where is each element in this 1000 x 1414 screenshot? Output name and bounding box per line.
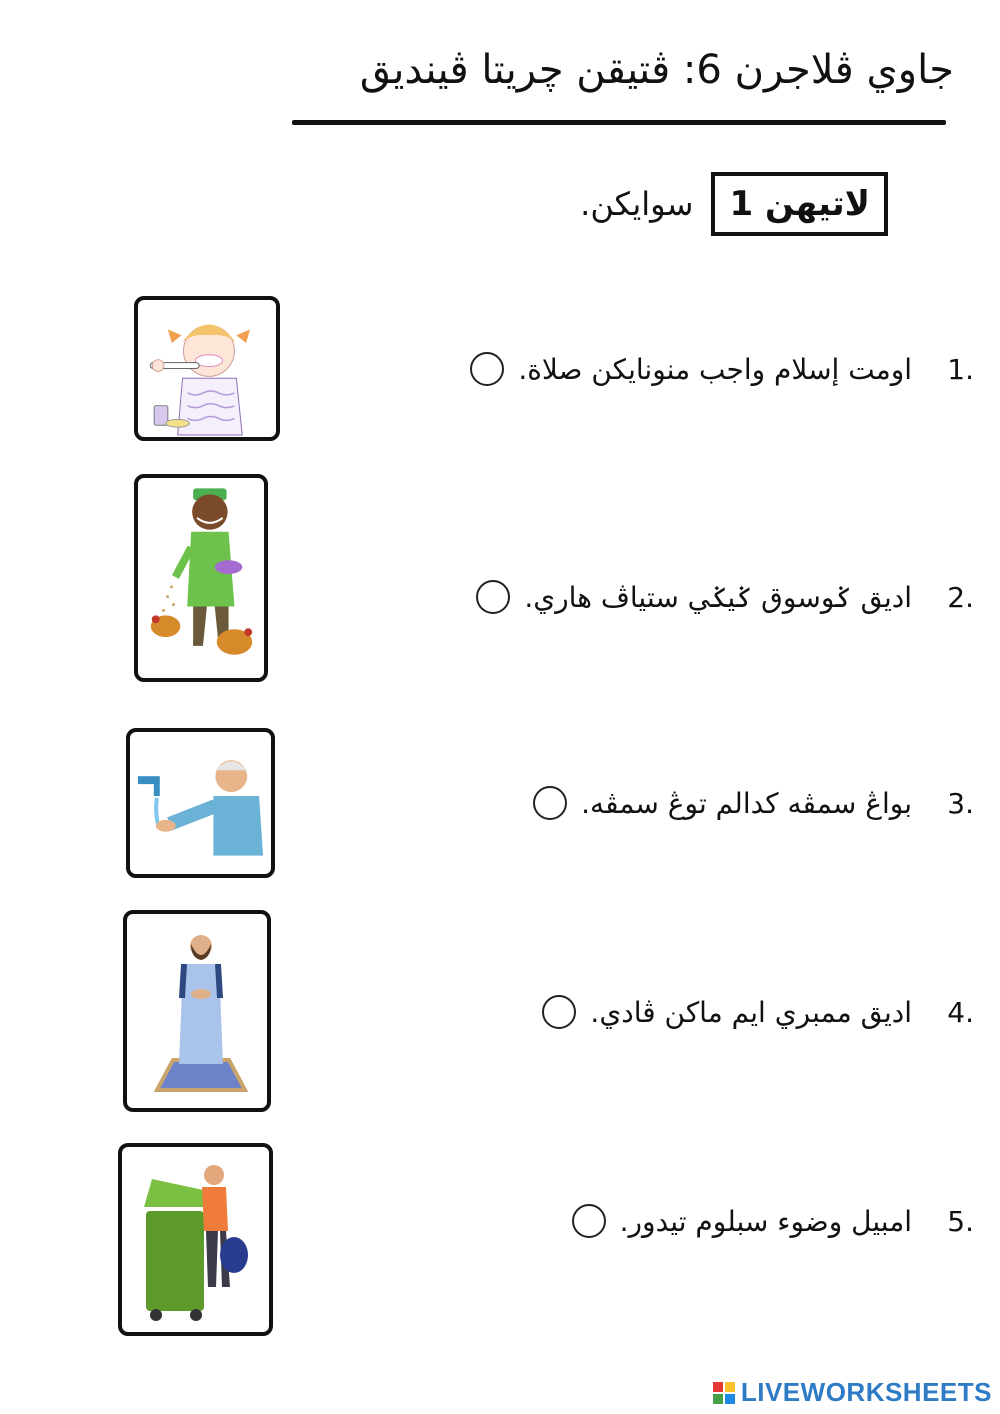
question-text: اديق ݢوسوق ݢيݢي ستياڤ هاري.	[524, 580, 912, 614]
question-text: بواڠ سمڤه كدالم توڠ سمڤه.	[581, 786, 912, 820]
question-number: 2.	[947, 580, 974, 614]
question-row-3	[533, 786, 974, 820]
question-number: 5.	[947, 1204, 974, 1238]
man-washing-hands-icon	[130, 732, 271, 874]
question-text: امبيل وضوء سبلوم تيدور.	[619, 1204, 912, 1238]
question-row-5	[572, 1204, 974, 1238]
radio-circle-icon[interactable]	[533, 786, 567, 820]
picture-card-4	[123, 910, 271, 1112]
brand-watermark	[713, 1377, 992, 1408]
question-row-2	[476, 580, 974, 614]
question-number: 1.	[947, 352, 974, 386]
man-trash-bin-icon	[122, 1147, 269, 1332]
picture-card-3	[126, 728, 275, 878]
man-praying-icon	[127, 914, 267, 1108]
question-text: اومت إسلام واجب منونايكن صلاة.	[518, 352, 912, 386]
radio-circle-icon[interactable]	[470, 352, 504, 386]
question-row-1	[470, 352, 974, 386]
exercise-label-box: لاتيهن 1	[711, 172, 888, 236]
title-divider	[292, 120, 946, 125]
picture-card-2	[134, 474, 268, 682]
instruction-text: سوايكن.	[580, 185, 694, 223]
picture-card-1	[134, 296, 280, 441]
brand-name: LIVEWORKSHEETS	[740, 1377, 992, 1407]
radio-circle-icon[interactable]	[542, 995, 576, 1029]
boy-feeding-chickens-icon	[138, 478, 264, 678]
radio-circle-icon[interactable]	[476, 580, 510, 614]
picture-card-5	[118, 1143, 273, 1336]
question-row-4	[542, 995, 974, 1029]
question-text: اديق ممبري ايم ماكن ڤادي.	[590, 995, 912, 1029]
brand-logo-icon	[713, 1382, 735, 1404]
radio-circle-icon[interactable]	[572, 1204, 606, 1238]
question-number: 4.	[947, 995, 974, 1029]
worksheet-title: جاوي ڤلاجرن 6: ڤتيقن چريتا ڤينديق	[359, 47, 954, 93]
instruction-row	[580, 163, 888, 245]
question-number: 3.	[947, 786, 974, 820]
girl-brushing-teeth-icon	[138, 300, 276, 437]
